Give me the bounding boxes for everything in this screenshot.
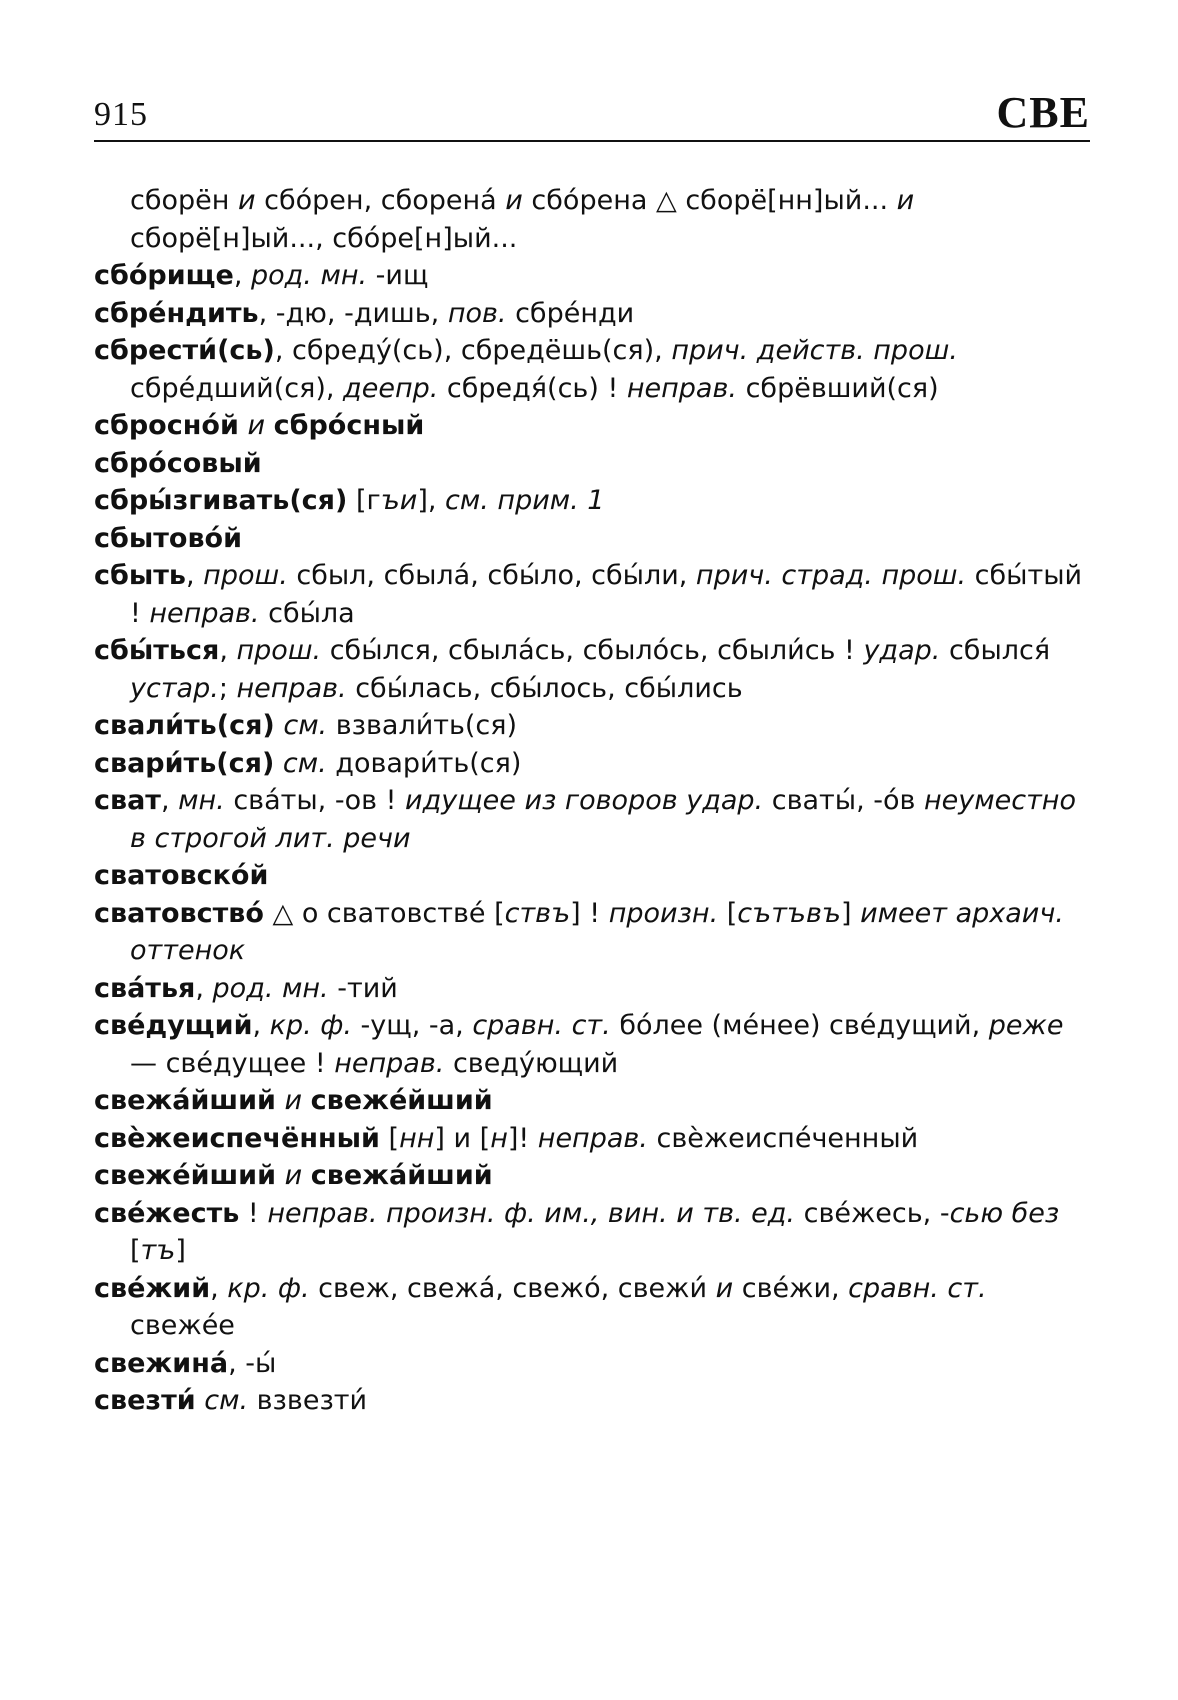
grammar-label: и [238, 185, 256, 216]
grammar-label: кр. ф. [227, 1272, 310, 1304]
page-header [94, 78, 1090, 142]
dictionary-entry [94, 257, 1090, 295]
entry-text: ] [175, 1235, 186, 1266]
dictionary-entry [94, 1270, 1090, 1345]
grammar-label: идущее из говоров удар. [405, 785, 764, 816]
headword: свежа́йший [310, 1160, 493, 1191]
entry-text: свеже́е [130, 1310, 235, 1341]
entry-text: сборё[н]ый..., сбо́ре[н]ый... [130, 222, 518, 254]
entry-text: [ [718, 897, 738, 929]
dictionary-entry [94, 407, 1090, 445]
entry-text [196, 1385, 205, 1416]
grammar-label: прош. [203, 560, 288, 591]
headword: свеже́йший [310, 1085, 493, 1116]
entry-text: сбылся́ [940, 635, 1051, 666]
headword: свежина́ [94, 1347, 229, 1379]
headword: свали́ть(ся) [94, 710, 275, 741]
entry-text: ] ! [570, 897, 609, 929]
entry-text [276, 1085, 285, 1116]
grammar-label: удар. [863, 635, 941, 666]
entry-text: ] и [ [434, 1122, 491, 1154]
dictionary-entry [94, 1157, 1090, 1195]
grammar-label: прич. действ. прош. [671, 335, 958, 366]
entry-text: , [195, 972, 213, 1004]
entry-text: свѐжеиспе́ченный [647, 1122, 919, 1154]
entry-text: сведу́ющий [444, 1047, 619, 1079]
dictionary-entry [94, 295, 1090, 333]
grammar-label: прич. страд. прош. [695, 560, 967, 591]
grammar-label: прош. [236, 635, 322, 666]
grammar-label: и [896, 185, 915, 216]
grammar-label: и [284, 1160, 303, 1191]
grammar-label: и [247, 410, 266, 441]
entry-text: бо́лее (ме́нее) све́дущий, [610, 1010, 989, 1041]
entry-text: сбы́тый ! [130, 560, 1083, 629]
grammar-label: имеет архаич. оттенок [130, 897, 1064, 966]
grammar-label: деепр. [343, 372, 439, 404]
headword: сбро́сный [273, 410, 425, 441]
dictionary-entry [94, 895, 1090, 970]
headword: сватовско́й [94, 860, 269, 891]
grammar-label: и [399, 485, 418, 516]
entry-text: сва́ты, -ов ! [224, 785, 406, 816]
headword: сбытово́й [94, 522, 243, 554]
headword: свари́ть(ся) [94, 747, 275, 779]
entry-text: , [233, 260, 251, 291]
entry-text: -тий [328, 972, 398, 1004]
dictionary-entry [94, 1382, 1090, 1420]
grammar-label: неправ. [537, 1122, 648, 1154]
dictionary-entry [94, 1082, 1090, 1120]
grammar-label: и [505, 185, 523, 216]
entry-text: све́жи, [733, 1272, 849, 1304]
entry-text: , [252, 1010, 270, 1041]
entry-text [302, 1160, 311, 1191]
headword: сватовство́ [94, 897, 264, 929]
entry-text: [ [379, 1122, 400, 1154]
grammar-label: ъ [380, 485, 400, 516]
entry-text: , [186, 560, 204, 591]
dictionary-entry [94, 1195, 1090, 1270]
grammar-label: и [284, 1085, 303, 1116]
grammar-label: см. [283, 710, 328, 741]
entry-text: , [219, 635, 237, 666]
headword: сват [94, 785, 161, 816]
grammar-label: тъ [140, 1235, 176, 1266]
entry-text: , [210, 1272, 228, 1304]
dictionary-entry [94, 520, 1090, 558]
headword: све́жий [94, 1272, 211, 1304]
entry-text: сбре́дший(ся), [130, 372, 344, 404]
entry-text: сбо́рена △ сборё[нн]ый... [522, 185, 897, 216]
grammar-label: неправ. [149, 597, 260, 629]
headword: свѐжеиспечённый [94, 1122, 380, 1154]
dictionary-page [94, 78, 1090, 1420]
dictionary-entry [94, 482, 1090, 520]
grammar-label: род. мн. [212, 972, 329, 1004]
headword: сбы́ться [94, 635, 220, 666]
grammar-label: нн [399, 1122, 435, 1154]
grammar-label: сравн. ст. [472, 1010, 611, 1041]
headword: сбре́ндить [94, 297, 259, 329]
entry-text [276, 1160, 285, 1191]
dictionary-entry [94, 1345, 1090, 1383]
dictionary-entry [94, 1007, 1090, 1082]
grammar-label: род. мн. [250, 260, 368, 291]
entry-text: ; [218, 672, 237, 704]
entry-text: све́жесь, - [795, 1197, 950, 1229]
grammar-label: неправ. произн. ф. им., вин. и тв. ед. [267, 1197, 796, 1229]
dictionary-entry [94, 857, 1090, 895]
entry-text: △ о сватовстве́ [ [263, 897, 505, 929]
entry-text: сбыл, сбыла́, сбы́ло, сбы́ли, [287, 560, 696, 591]
grammar-label: кр. ф. [269, 1010, 352, 1041]
dictionary-entry [94, 970, 1090, 1008]
entry-text: взвали́ть(ся) [327, 710, 518, 741]
entry-text: ] [841, 897, 861, 929]
entry-text: ], [417, 485, 446, 516]
entry-text: -ущ, -а, [351, 1010, 473, 1041]
dictionary-entry [94, 632, 1090, 707]
entry-text [274, 748, 283, 779]
dictionary-entries [94, 182, 1090, 1420]
entry-text: сбрёвший(ся) [736, 372, 939, 404]
dictionary-entry [94, 332, 1090, 407]
headword: сбо́рище [94, 260, 234, 291]
running-head: СВЕ [996, 88, 1090, 137]
headword: свежа́йший [94, 1085, 276, 1116]
entry-text: сбо́рен, сборена́ [255, 185, 506, 216]
grammar-label: сътъвъ [737, 897, 841, 929]
grammar-label: сью без [949, 1197, 1060, 1229]
dictionary-entry [94, 745, 1090, 783]
grammar-label: ствъ [504, 897, 571, 929]
grammar-label: неправ. [626, 372, 737, 404]
entry-text: , [160, 785, 179, 816]
entry-text: , -ы́ [228, 1347, 277, 1379]
grammar-label: устар. [130, 672, 219, 704]
page-number: 915 [94, 96, 148, 133]
entry-text: сваты́, -о́в [763, 785, 924, 816]
grammar-label: см. [282, 747, 327, 779]
entry-text [265, 410, 274, 441]
headword: сбры́згивать(ся) [94, 485, 348, 516]
grammar-label: неправ. [236, 672, 347, 704]
entry-text [302, 1085, 311, 1116]
grammar-label: см. прим. 1 [445, 485, 605, 516]
dictionary-entry [94, 782, 1090, 857]
grammar-label: см. [204, 1385, 249, 1416]
entry-text: довари́ть(ся) [326, 747, 522, 779]
dictionary-entry [94, 557, 1090, 632]
grammar-label: мн. [178, 785, 225, 816]
entry-text: — све́дущее ! [130, 1047, 335, 1079]
entry-text: сбы́лся, сбыла́сь, сбыло́сь, сбыли́сь ! [321, 635, 864, 666]
entry-text: , сбреду́(сь), сбредёшь(ся), [274, 335, 672, 366]
headword: сбыть [94, 560, 186, 591]
headword: свеже́йший [94, 1160, 277, 1191]
grammar-label: сравн. ст. [848, 1272, 987, 1304]
entry-text: -ищ [367, 260, 429, 291]
entry-continuation [94, 182, 1090, 257]
grammar-label: неправ. [334, 1047, 445, 1079]
entry-text: сбы́лась, сбы́лось, сбы́лись [346, 672, 743, 704]
entry-text: ! [239, 1197, 268, 1229]
entry-text: сбредя́(сь) ! [438, 372, 627, 404]
grammar-label: неуместно в строгой лит. речи [130, 785, 1076, 854]
entry-text: сборён [130, 185, 238, 216]
entry-text: сбы́ла [259, 597, 355, 629]
entry-text: ]! [507, 1122, 538, 1154]
entry-text: свеж, свежа́, свежо́, свежи́ [309, 1272, 716, 1304]
entry-text: [г [347, 485, 381, 516]
headword: све́дущий [94, 1010, 253, 1041]
headword: свезти́ [94, 1385, 196, 1416]
headword: сбро́совый [94, 447, 262, 479]
entry-text: , -дю, -дишь, [258, 297, 448, 329]
dictionary-entry [94, 445, 1090, 483]
grammar-label: пов. [447, 297, 507, 329]
headword: сва́тья [94, 972, 196, 1004]
grammar-label: н [490, 1122, 508, 1154]
dictionary-entry [94, 1120, 1090, 1158]
dictionary-entry [94, 707, 1090, 745]
grammar-label: реже [988, 1010, 1064, 1041]
entry-text: [ [130, 1235, 141, 1266]
headword: све́жесть [94, 1197, 240, 1229]
headword: сбросно́й [94, 410, 239, 441]
entry-text: взвезти́ [248, 1385, 368, 1416]
grammar-label: и [715, 1272, 734, 1304]
entry-text: сбре́нди [506, 297, 635, 329]
grammar-label: произн. [608, 897, 719, 929]
headword: сбрести́(сь) [94, 335, 275, 366]
